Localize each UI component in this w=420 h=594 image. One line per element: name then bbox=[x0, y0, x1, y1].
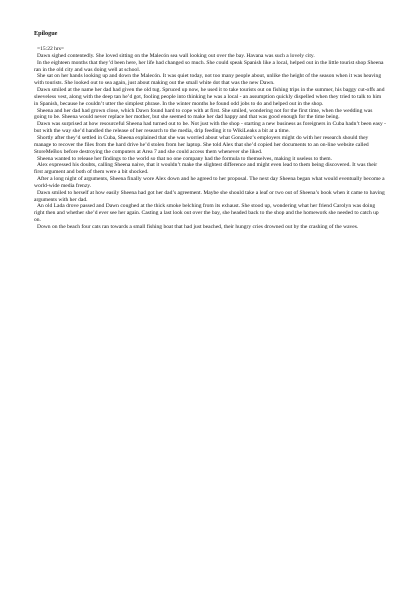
paragraph: Dawn sighed contentedly. She loved sitting on the Malecón sea wall looking out over the bay. Havana was such a lovely city. bbox=[37, 52, 315, 59]
paragraph: After a long night of arguments, Sheena finally wore Alex down and he agreed to her proposal. The next day Sheena began what would eventually become a world-wide media frenzy. bbox=[34, 176, 385, 189]
paragraph: Dawn smiled to herself at how easily Sheena had got her dad’s agreement. Maybe she should take a leaf or two out of Sheena’s book when it came to having arguments with her dad. bbox=[34, 189, 385, 203]
paragraph: Down on the beach four cats ran towards a small fishing boat that had just beached, their hungry cries drowned out by the crashing of the waves. bbox=[37, 223, 359, 230]
paragraph: Shortly after they’d settled in Cuba, Sheena explained that she was worried about what Gonzalez’s employers might do with her research should they manage to recover the files from the hard drive he’d stolen from her laptop. She told Alex that she’d copied her documents to an on-line website called StoreMeBox before destroying the computers at Area 7 and she could access them whenever she liked. bbox=[34, 134, 369, 155]
chapter-heading: Epilogue bbox=[34, 30, 58, 37]
paragraph: She sat on her hands looking up and down the Malecón. It was quiet today, not too many people about, unlike the height of the season when it was heaving with tourists. She looked out to sea again, just about making out the small white dot that was the new Dawn. bbox=[34, 73, 382, 87]
chapter-body bbox=[34, 46, 386, 231]
paragraph: An old Lada drove passed and Dawn coughed at the thick smoke belching from its exhaust. She stood up, wondering what her friend Carolyn was doing right then and whether she’d ever see her again. Casting a last look out over the bay, she headed back to the shop and the homework she needed to catch up on. bbox=[34, 203, 379, 224]
paragraph: Dawn was surprised at how resourceful Sheena had turned out to be. Not just with the shop - starting a new business as foreigners in Cuba hadn’t been easy - but with the way she’d handled the release of her research to the media, drip feeding it to WikiLeaks a bit at a time. bbox=[34, 121, 386, 135]
paragraph: Alex expressed his doubts, calling Sheena naive, that it wouldn’t make the slightest difference and might even lead to them being discovered. It was their first argument and both of them were a bit shocked. bbox=[34, 162, 378, 176]
paragraph: Sheena wanted to release her findings to the world so that no one company had the formula to themselves, making it useless to them. bbox=[37, 155, 332, 162]
paragraph: In the eighteen months that they’d been here, her life had changed so much. She could speak Spanish like a local, helped out in the little tourist shop Sheena ran in the old city and was doing well at school. bbox=[34, 59, 384, 73]
paragraph: Dawn smiled at the name her dad had given the old tug. Spruced up now, he used it to take tourists out on fishing trips in the summer, his baggy cut-offs and sleeveless vest, along with the deep tan he’d got, fooling people into thinking he was a local - an assumption quickly dispelled when they tried to talk to him in Spanish, because he couldn’t utter the simplest phrase. In the winter months he found odd jobs to do and helped out in the shop. bbox=[34, 87, 385, 107]
timestamp: =15:22 hrs= bbox=[37, 46, 65, 52]
paragraph: Sheena and her dad had grown close, which Dawn found hard to cope with at first. She smiled, wondering not for the first time, when the wedding was going to be. Sheena would never replace her mother, but she seemed to make her dad happy and that was good enough for the time being. bbox=[34, 107, 373, 121]
